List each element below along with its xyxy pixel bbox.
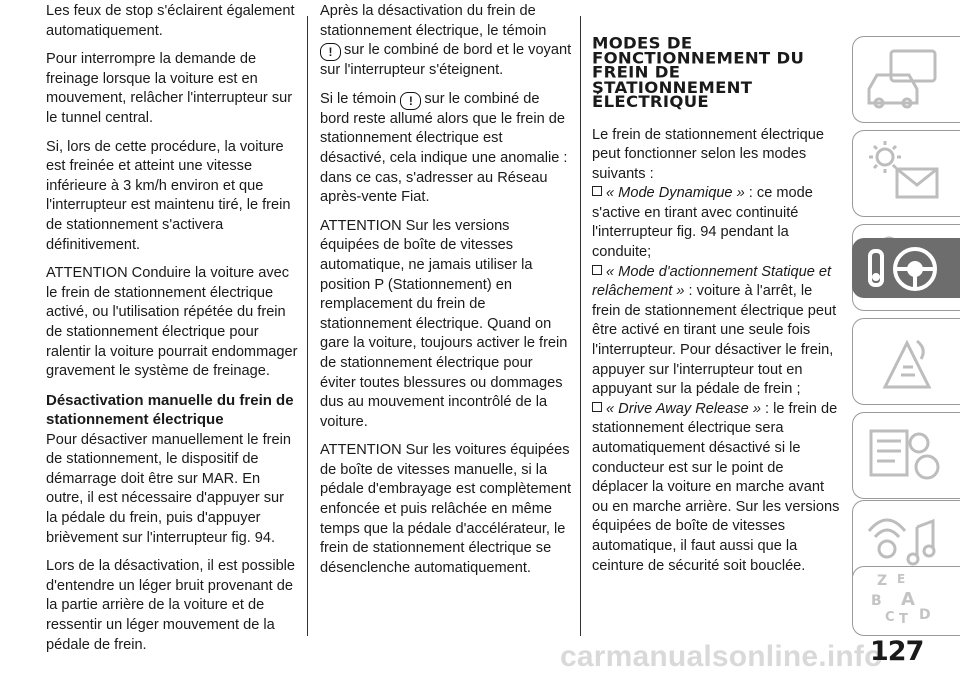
mode-name: « Mode d'actionnement Statique et relâchement »	[592, 263, 832, 300]
mode-name: « Drive Away Release »	[606, 400, 761, 417]
column-1	[46, 2, 298, 664]
paragraph-text: sur le combiné de bord et le voyant sur l'interrupteur s'éteignent.	[320, 42, 572, 79]
mode-description: : le frein de stationnement électrique sera automatiquement désactivé si le conducteur est sur le point de déplacer la voiture en marche avant ou en marche arrière. Sur les versions équipées de boîte de vitesses automatique, il faut aussi que la ceinture de sécurité soit bouclée.	[592, 400, 840, 574]
column-3	[592, 2, 842, 576]
paragraph: Pour désactiver manuellement le frein de stationnement, le dispositif de démarrage doit être sur MAR. En outre, il est nécessaire d'appuyer sur la pédale du frein, puis d'appuyer brièvement sur l'interrupteur fig. 94.	[46, 431, 291, 546]
paragraph-text: sur le combiné de bord reste allumé alors que le frein de stationnement électrique est désactivé, cela indique une anomalie : dans ce cas, s'adresser au Réseau après-vente Fiat.	[320, 90, 568, 206]
svg-text:E: E	[897, 572, 906, 586]
page-number: 127	[870, 636, 924, 667]
attention-note: ATTENTION Conduire la voiture avec le frein de stationnement électrique activé, ou l'utilisation répétée du frein de stationnement électrique pour ralentir la voiture pourrait endommager gravement le système de freinage.	[46, 265, 298, 380]
paragraph	[320, 2, 572, 81]
hazard-triangle-icon	[867, 327, 947, 397]
paragraph: Si, lors de cette procédure, la voiture est freinée et atteint une vitesse inférieure à 3 km/h environ et que l'interrupteur est maintenu tiré, le frein de stationnement s'activera définitivement.	[46, 138, 291, 253]
attention-note: ATTENTION Sur les voitures équipées de boîte de vitesses manuelle, si la pédale d'embrayage est complètement enfoncée et puis relâchée en même temps que la pédale d'accélérateur, le frein de stationnement électrique se désenclenche automatiquement.	[320, 442, 572, 576]
paragraph: Le frein de stationnement électrique peut fonctionner selon les modes suivants :	[592, 126, 825, 182]
index-letters-icon	[867, 569, 947, 631]
bullet-square-icon	[592, 265, 602, 275]
svg-text:Z: Z	[877, 573, 888, 589]
column-2	[320, 2, 572, 587]
tab-warning-lights[interactable]	[852, 130, 960, 217]
list-item	[592, 184, 842, 262]
section-subtitle: Désactivation manuelle du frein de stationnement électrique	[46, 391, 294, 428]
paragraph	[320, 90, 572, 208]
bullet-square-icon	[592, 402, 602, 412]
tab-car-dashboard[interactable]	[852, 36, 960, 123]
svg-text:B: B	[871, 593, 882, 609]
tab-maintenance[interactable]	[852, 412, 960, 499]
paragraph: Lors de la désactivation, il est possible d'entendre un léger bruit provenant de la partie arrière de la voiture et de ressentir un léger mouvement de la pédale de frein.	[46, 558, 296, 653]
column-divider-1	[307, 16, 308, 636]
service-gears-icon	[867, 421, 947, 491]
tab-index[interactable]	[852, 566, 960, 636]
section-title: MODES DE FONCTIONNEMENT DU FREIN DE STATIONNEMENT ÉLECTRIQUE	[592, 34, 805, 111]
svg-text:C: C	[885, 610, 895, 625]
column-divider-2	[580, 16, 581, 636]
list-item	[592, 263, 842, 400]
tab-emergency[interactable]	[852, 318, 960, 405]
watermark: carmanualsonline.info	[560, 640, 883, 673]
svg-text:A: A	[901, 589, 915, 610]
mode-description: : ce mode s'active en tirant avec continuité l'interrupteur fig. 94 pendant la conduite;	[592, 185, 813, 261]
paragraph: Pour interrompre la demande de freinage lorsque la voiture est en mouvement, relâcher l'interrupteur sur le tunnel central.	[46, 51, 293, 126]
brake-warning-icon: !	[320, 43, 341, 61]
tab-starting-driving[interactable]	[852, 238, 960, 298]
paragraph: Les feux de stop s'éclairent également automatiquement.	[46, 3, 295, 39]
attention-note: ATTENTION Sur les versions équipées de boîte de vitesses automatique, ne jamais utiliser la position P (Stationnement) en remplacement du frein de stationnement électrique. Quand on gare la voiture, toujours activer le frein de stationnement électrique pour éviter toutes blessures ou dommages dus au mouvement incontrôlé de la voiture.	[320, 217, 568, 430]
bullet-square-icon	[592, 186, 602, 196]
mode-description: : voiture à l'arrêt, le frein de stationnement électrique peut être activé en tirant une seule fois l'interrupteur. Pour désactiver le frein, appuyer sur l'interrupteur tout en appuyant sur la pédale de frein ;	[592, 283, 837, 398]
key-steering-wheel-icon	[867, 243, 947, 293]
paragraph-text: Après la désactivation du frein de stationnement électrique, le témoin	[320, 3, 547, 39]
car-dashboard-icon	[867, 45, 947, 115]
svg-text:T: T	[899, 612, 908, 627]
paragraph-text: Si le témoin	[320, 90, 397, 107]
warning-lights-icon	[867, 139, 947, 209]
svg-text:D: D	[919, 607, 931, 623]
mode-name: « Mode Dynamique »	[606, 185, 745, 202]
brake-warning-icon: !	[400, 92, 421, 110]
list-item	[592, 400, 842, 576]
